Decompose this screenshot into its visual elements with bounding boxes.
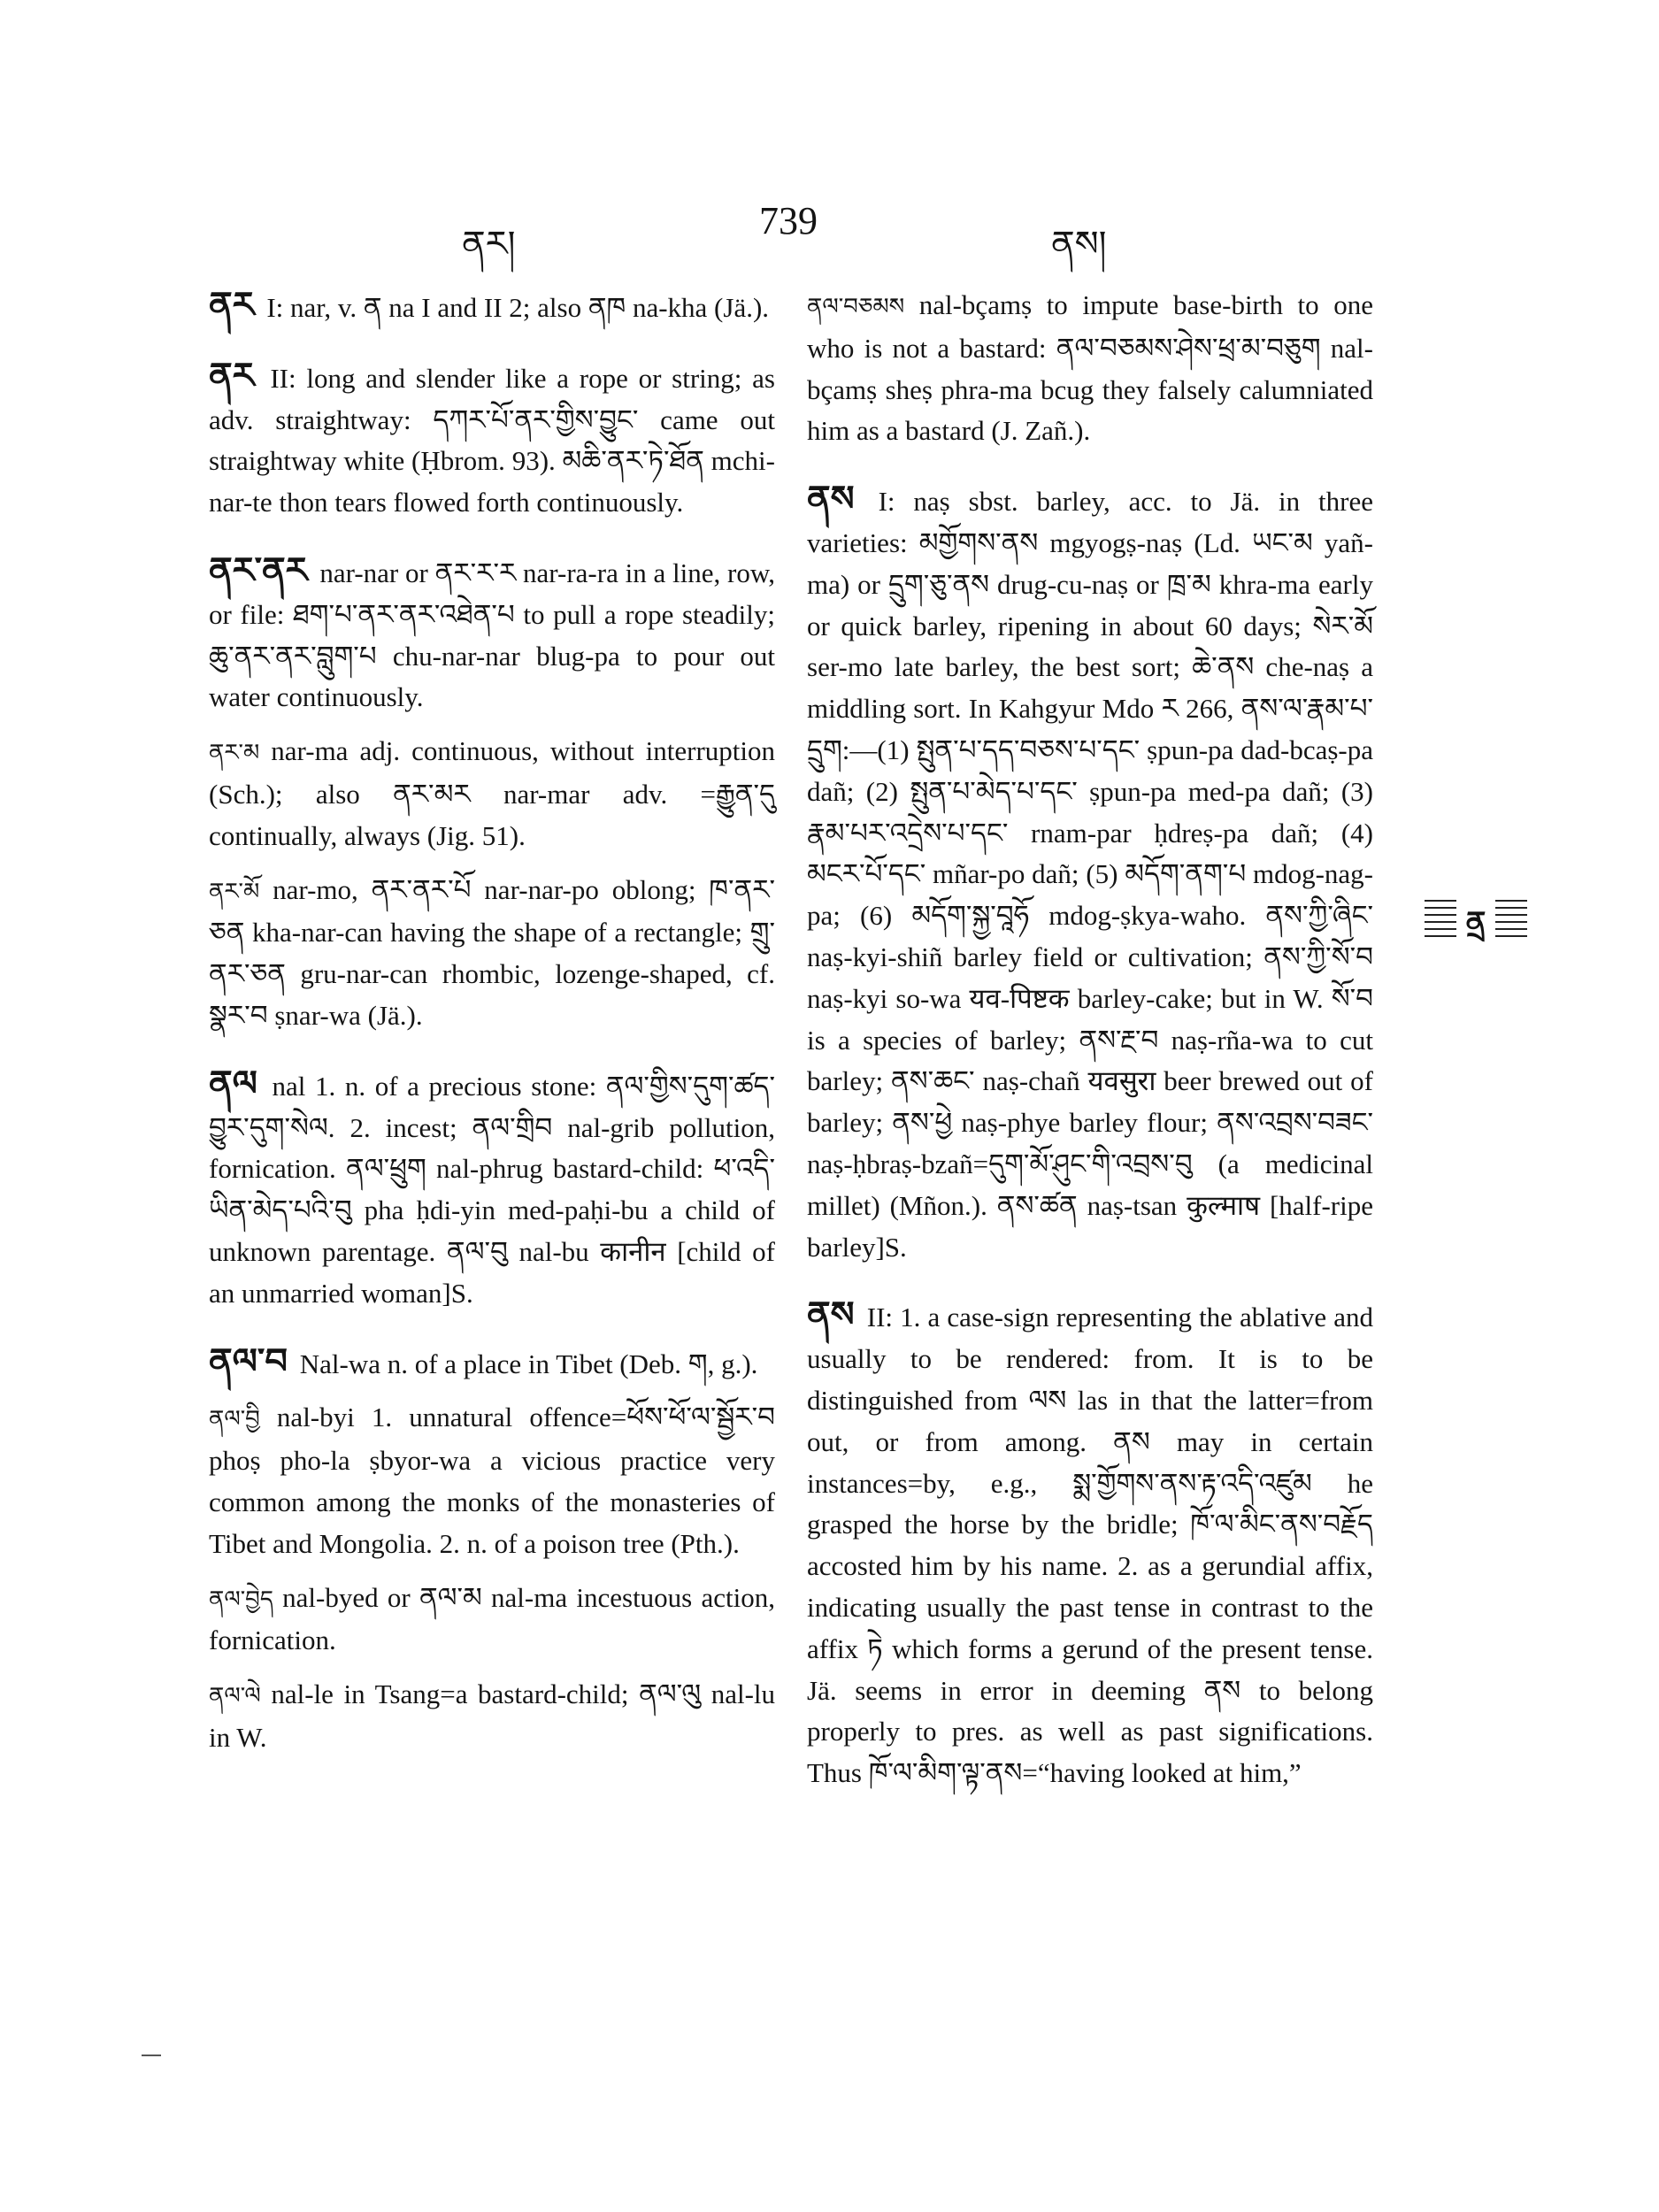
left-column — [209, 285, 775, 1771]
subheadword: ནལ་བྱེད — [209, 1586, 273, 1612]
entry-nas-2 — [807, 1294, 1373, 1794]
subheadword: ནར་མ — [209, 740, 260, 766]
entry-text: I: naṣ sbst. barley, acc. to Jä. in three varieties: མགྱོགས་ནས mgyogṣ-naṣ (Ld. ཡང་མ yañ-ma) or དྲུག་ཅུ་ནས drug-cu-naṣ or ཁྲ་མ khra-ma early or quick barley, ripening in about 60 days; སེར་མོ ser-mo late barley, the best sort; ཆེ་ནས che-naṣ a middling sort. In Kahgyur Mdo ར 266, ནས་ལ་རྣམ་པ་དྲུག:—(1) སྤུན་པ་དད་བཅས་པ་དང་ ṣpun-pa dad-bcaṣ-pa dañ; (2) སྤུན་པ་མེད་པ་དང་ ṣpun-pa med-pa dañ; (3) རྣམ་པར་འདྲེས་པ་དང་ rnam-par ḥdreṣ-pa dañ; (4) མངར་པོ་དང་ mñar-po dañ; (5) མདོག་ནག་པ mdog-nag-pa; (6) མདོག་སྐྱ་བཱཧོ mdog-ṣkya-waho. ནས་ཀྱི་ཞིང་ naṣ-kyi-shiñ barley field or cultivation; ནས་ཀྱི་སོ་བ naṣ-kyi so-wa यव-पिष्टक barley-cake; but in W. སོ་བ is a species of barley; ནས་རྔ་བ naṣ-rña-wa to cut barley; ནས་ཆང་ naṣ-chañ यवसुरा beer brewed out of barley; ནས་ཕྱེ naṣ-phye barley flour; ནས་འབྲས་བཟང་ naṣ-ḥbraṣ-bzañ=དུག་མོ་ཤུང་གི་འབྲས་བུ (a medicinal millet) (Mñon.). ནས་ཚན naṣ-tsan कुल्माष [half-ripe barley]S. — [807, 486, 1373, 1263]
entry-nal-byed — [209, 1578, 775, 1663]
entry-nar-1 — [209, 285, 775, 329]
subheadword: ནལ་ལེ — [209, 1683, 261, 1709]
entry-text: nar-mo, ནར་ནར་པོ nar-nar-po oblong; ཁ་ནར་ཅན kha-nar-can having the shape of a rectangle; གྲུ་ནར་ཅན gru-nar-can rhombic, lozenge-shaped, cf. སྣར་བ ṣnar-wa (Jä.). — [209, 873, 775, 1031]
entry-nal-byi — [209, 1397, 775, 1564]
entry-text: Nal-wa n. of a place in Tibet (Deb. ག, g.). — [292, 1348, 758, 1379]
scan-mark — [142, 2055, 161, 2056]
headword: ནལ་བ — [209, 1340, 288, 1381]
headword: ནར་ནར — [209, 549, 308, 590]
headword: ནར — [209, 285, 255, 325]
headword: ནས — [807, 479, 855, 519]
entry-nal-bcams — [807, 285, 1373, 452]
entry-text: nal-byi 1. unnatural offence=ཕོས་ཕོ་ལ་སྦྱོར་བ phoṣ pho-la ṣbyor-wa a vicious practice very common among the monks of the monasteries of Tibet and Mongolia. 2. n. of a poison tree (Pth.). — [209, 1402, 775, 1559]
entry-nar-2 — [209, 356, 775, 524]
section-marker-icon — [1423, 895, 1529, 945]
entry-text: nar-nar or ནར་ར་ར nar-ra-ra in a line, row, or file: ཐག་པ་ནར་ནར་འཐེན་པ to pull a rope steadily; ཆུ་ནར་ནར་བླུག་པ chu-nar-nar blug-pa to pour out water continuously. — [209, 557, 775, 713]
page-number: 739 — [759, 199, 818, 242]
entry-text: nar-ma adj. continuous, without interruption (Sch.); also ནར་མར nar-mar adv. =རྒྱུན་དུ continually, always (Jig. 51). — [209, 735, 775, 851]
running-header — [0, 196, 1659, 267]
header-right-guideword: ནས། — [1051, 224, 1107, 265]
subheadword: ནལ་བྱི — [209, 1406, 260, 1432]
entry-nar-nar — [209, 550, 775, 718]
entry-nal-le — [209, 1674, 775, 1759]
headword: ནལ — [209, 1063, 257, 1103]
entry-nas-1 — [807, 479, 1373, 1268]
subheadword: ནལ་བཅམས — [807, 294, 905, 319]
entry-text: nal-byed or ནལ་མ nal-ma incestuous action, fornication. — [209, 1581, 775, 1656]
entry-text: II: long and slender like a rope or string; as adv. straightway: དཀར་པོ་ནར་གྱིས་བྱུང་ came out straightway white (Ḥbrom. 93). མཆི་ནར་ཏེ་ཐོན mchi-nar-te thon tears flowed forth continuously. — [209, 362, 775, 518]
entry-nal-wa — [209, 1341, 775, 1386]
headword: ནར — [209, 355, 255, 396]
entry-nar-mo — [209, 870, 775, 1037]
entry-text: I: nar, v. ན na I and II 2; also ནཁ na-kha (Jä.). — [259, 292, 770, 323]
entry-text: nal 1. n. of a precious stone: ནལ་གྱིས་དུག་ཚད་བྱུར་དུག་སེལ. 2. incest; ནལ་གྲིབ nal-grib pollution, fornication. ནལ་ཕྲུག nal-phrug bastard-child: ཕ་འདི་ཡིན་མེད་པའི་བུ pha ḥdi-yin med-paḥi-bu a child of unknown parentage. ནལ་བུ nal-bu कानीन [child of an unmarried woman]S. — [209, 1070, 775, 1309]
headword: ནས — [807, 1294, 855, 1335]
marker-glyph: ནྲ — [1465, 905, 1486, 941]
header-left-guideword: ནར། — [462, 224, 516, 265]
entry-text: II: 1. a case-sign representing the ablative and usually to be rendered: from. It is to be distinguished from ལས las in that the latter=from out, or from among. ནས may in certain instances=by, e.g., སྨ་གྱོགས་ནས་རྟ་འདི་འཛུམ he grasped the horse by the bridle; ཁོ་ལ་མིང་ནས་བརྗོད accosted him by his name. 2. as a gerundial affix, indicating usually the past tense in contrast to the affix ཏེ which forms a gerund of the present tense. Jä. seems in error in deeming ནས to belong properly to pres. as well as past significations. Thus ཁོ་ལ་མིག་ལྟ་ནས=“having looked at him,” — [807, 1302, 1373, 1789]
entry-nar-ma — [209, 731, 775, 856]
entry-nal — [209, 1064, 775, 1315]
entry-text: nal-bçamṣ to impute base-birth to one who is not a bastard: ནལ་བཅམས་ཤེས་ཕྲ་མ་བཅུག nal-bçamṣ sheṣ phra-ma bcug they falsely calumniated him as a bastard (J. Zañ.). — [807, 289, 1373, 447]
right-column — [807, 285, 1373, 1807]
entry-text: nal-le in Tsang=a bastard-child; ནལ་ལུ nal-lu in W. — [209, 1678, 775, 1753]
subheadword: ནར་མོ — [209, 878, 260, 904]
